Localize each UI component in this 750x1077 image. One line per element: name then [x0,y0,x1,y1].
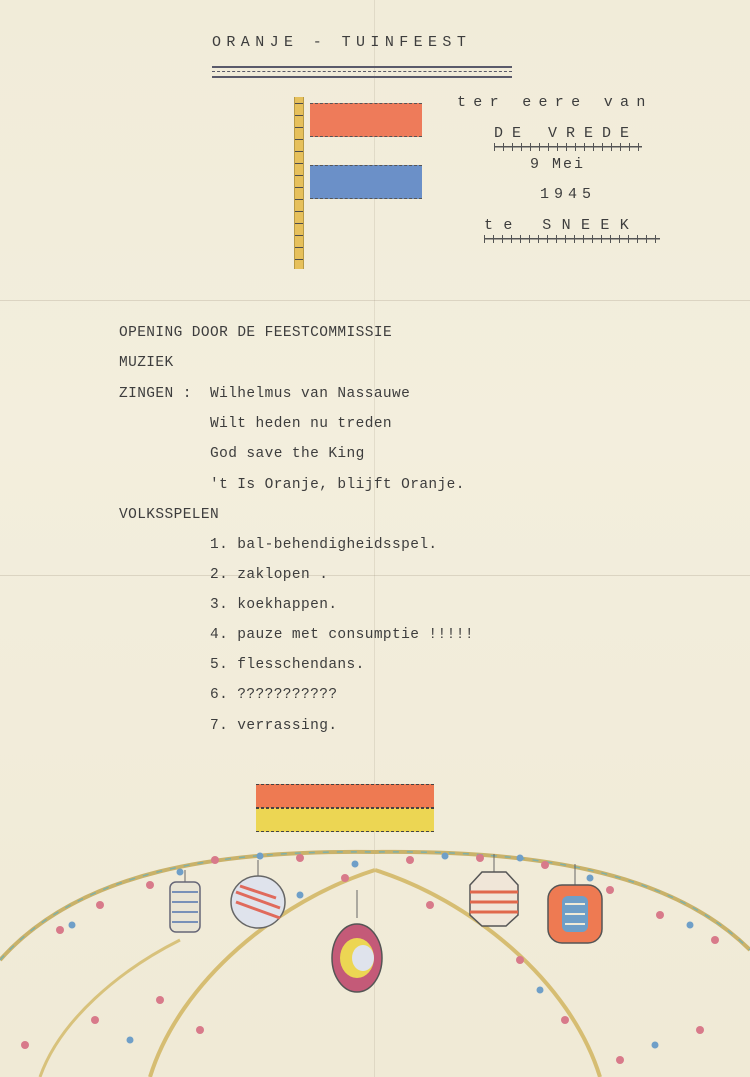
game-item: 2. zaklopen . [210,567,329,583]
page-title: ORANJE - TUINFEEST [212,34,472,51]
occasion-underline [494,143,642,151]
title-underline [212,66,512,68]
music-line: MUZIEK [119,355,174,371]
lantern-icon [470,854,518,926]
game-item: 5. flesschendans. [210,657,365,673]
year-text: 1945 [540,186,597,203]
flag-red-band [310,103,422,137]
flag-pole [294,97,304,269]
flag-blue-band [310,165,422,199]
games-label: VOLKSSPELEN [119,507,220,523]
banner-orange-band [256,784,434,808]
song-item: 't Is Oranje, blijft Oranje. [210,477,465,493]
singing-label: ZINGEN : [119,386,192,402]
fold-line [0,300,750,301]
opening-line: OPENING DOOR DE FEESTCOMMISSIE [119,325,393,341]
dedication-text: ter eere van [457,94,653,111]
banner-yellow-band [256,808,434,832]
date-text: 9 Mei [530,156,586,173]
place-text: te SNEEK [484,217,640,234]
game-item: 3. koekhappen. [210,597,338,613]
fold-line [0,575,750,576]
game-item: 7. verrassing. [210,718,338,734]
lantern-icon [231,860,285,928]
title-underline [212,71,512,72]
occasion-text: DE VREDE [494,125,639,142]
lantern-icon [548,864,602,943]
lantern-garland-drawing [0,830,750,1077]
lantern-icon [170,870,200,932]
lantern-icon [332,890,382,992]
song-item: God save the King [210,446,365,462]
title-underline [212,76,512,78]
game-item: 4. pauze met consumptie !!!!! [210,627,474,643]
game-item: 6. ??????????? [210,687,338,703]
game-item: 1. bal-behendigheidsspel. [210,537,438,553]
song-item: Wilhelmus van Nassauwe [210,386,411,402]
song-item: Wilt heden nu treden [210,416,393,432]
place-underline [484,235,660,243]
